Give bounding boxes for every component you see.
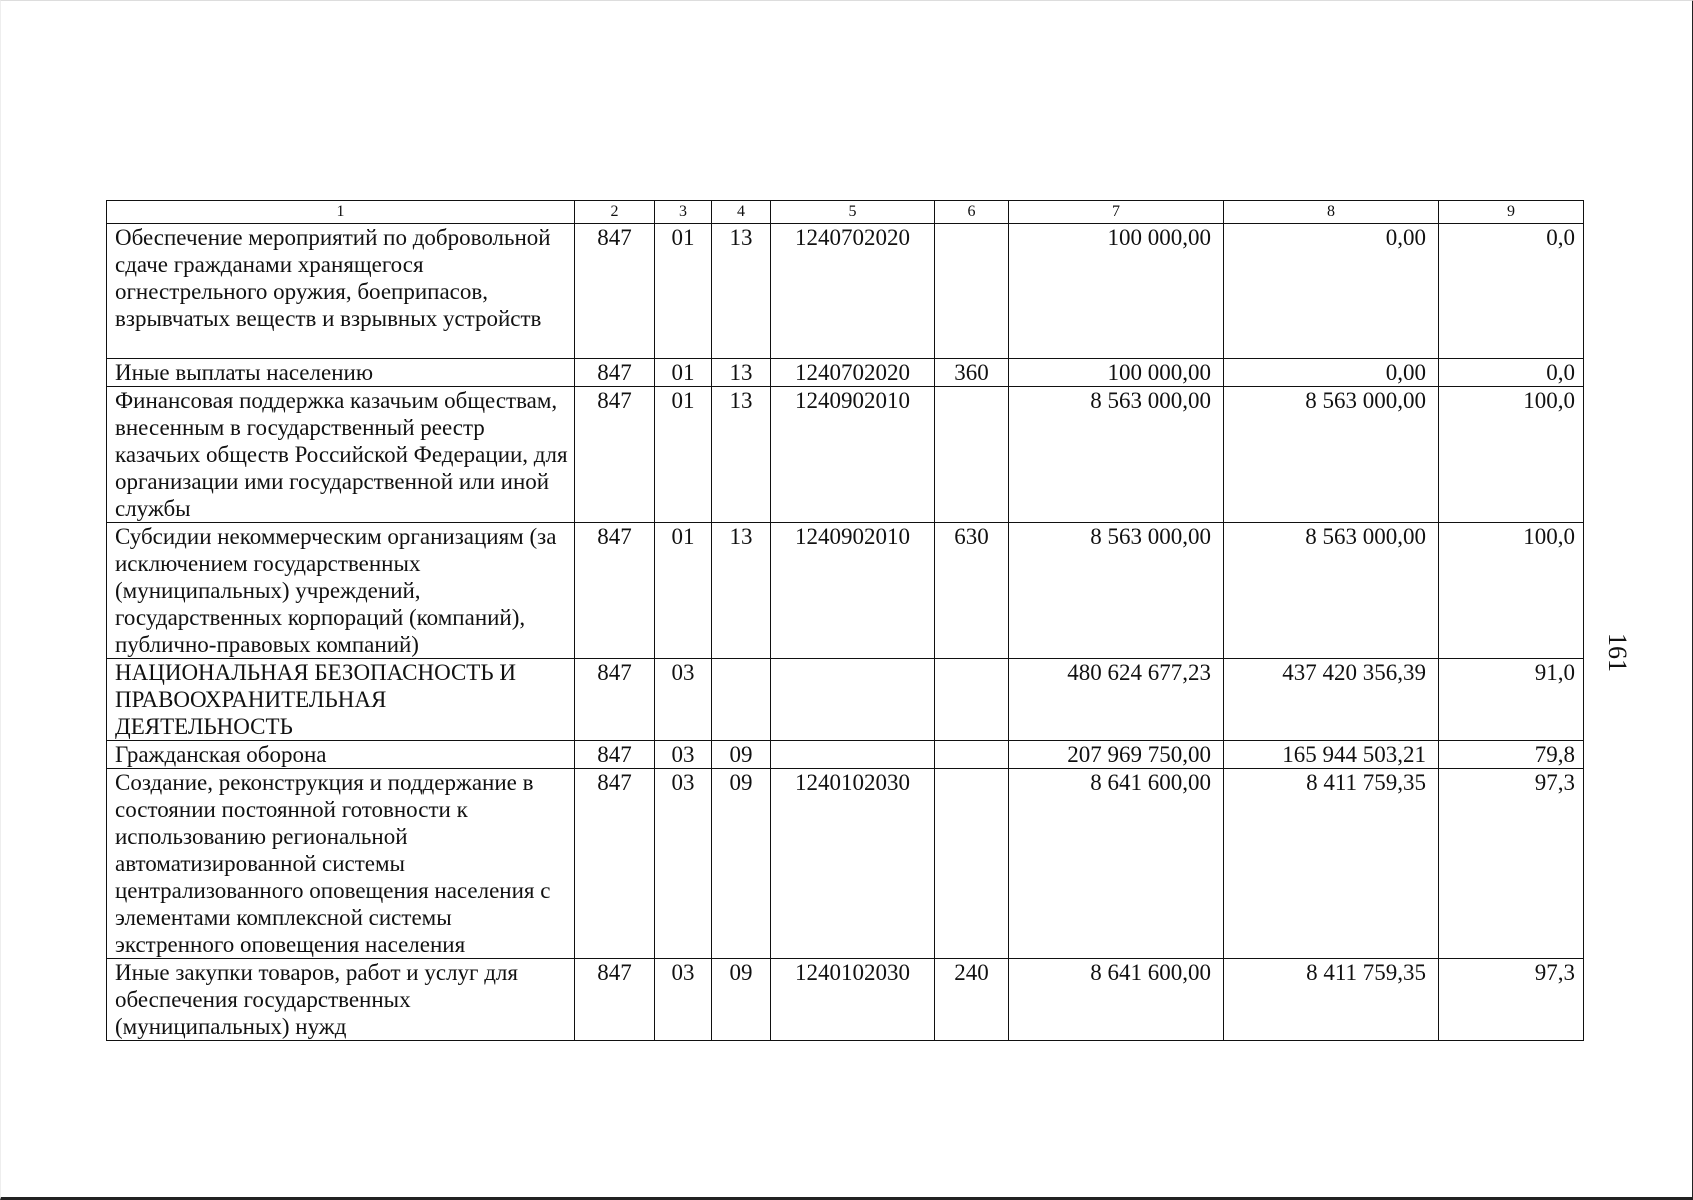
row-subsection-code: 13 bbox=[712, 224, 771, 359]
page-number: 161 bbox=[1603, 633, 1632, 672]
row-name: НАЦИОНАЛЬНАЯ БЕЗОПАСНОСТЬ И ПРАВООХРАНИТЕЛЬНАЯ ДЕЯТЕЛЬНОСТЬ bbox=[107, 659, 575, 741]
row-subsection-code: 09 bbox=[712, 769, 771, 959]
row-target-article: 1240102030 bbox=[771, 769, 935, 959]
column-number-row bbox=[107, 201, 1584, 224]
row-admin-code: 847 bbox=[575, 359, 655, 387]
row-admin-code: 847 bbox=[575, 741, 655, 769]
row-execution-percent: 91,0 bbox=[1439, 659, 1584, 741]
row-execution-percent: 0,0 bbox=[1439, 359, 1584, 387]
row-admin-code: 847 bbox=[575, 387, 655, 523]
row-name: Иные закупки товаров, работ и услуг для обеспечения государственных (муниципальных) нужд bbox=[107, 959, 575, 1041]
column-number: 4 bbox=[712, 201, 771, 224]
row-name: Создание, реконструкция и поддержание в состоянии постоянной готовности к использованию региональной автоматизированной системы централизованного оповещения населения с элементами комплексной системы экстренного оповещения населения bbox=[107, 769, 575, 959]
row-section-code: 03 bbox=[655, 659, 712, 741]
row-target-article: 1240902010 bbox=[771, 387, 935, 523]
column-number: 7 bbox=[1009, 201, 1224, 224]
row-name: Субсидии некоммерческим организациям (за исключением государственных (муниципальных) учреждений, государственных корпораций (компаний), публично-правовых компаний) bbox=[107, 523, 575, 659]
row-section-code: 01 bbox=[655, 359, 712, 387]
budget-table bbox=[106, 200, 1584, 1041]
row-subsection-code: 09 bbox=[712, 741, 771, 769]
row-expense-type bbox=[935, 224, 1009, 359]
row-target-article: 1240902010 bbox=[771, 523, 935, 659]
row-expense-type bbox=[935, 387, 1009, 523]
table-row bbox=[107, 959, 1584, 1041]
row-executed-amount: 0,00 bbox=[1224, 224, 1439, 359]
table-row bbox=[107, 224, 1584, 359]
row-expense-type bbox=[935, 741, 1009, 769]
row-subsection-code: 13 bbox=[712, 523, 771, 659]
row-section-code: 03 bbox=[655, 959, 712, 1041]
row-execution-percent: 97,3 bbox=[1439, 959, 1584, 1041]
table-row bbox=[107, 741, 1584, 769]
row-target-article bbox=[771, 659, 935, 741]
row-subsection-code: 13 bbox=[712, 359, 771, 387]
row-executed-amount: 8 563 000,00 bbox=[1224, 523, 1439, 659]
row-admin-code: 847 bbox=[575, 224, 655, 359]
table-row bbox=[107, 359, 1584, 387]
row-admin-code: 847 bbox=[575, 659, 655, 741]
row-executed-amount: 0,00 bbox=[1224, 359, 1439, 387]
column-number: 1 bbox=[107, 201, 575, 224]
row-admin-code: 847 bbox=[575, 769, 655, 959]
row-planned-amount: 480 624 677,23 bbox=[1009, 659, 1224, 741]
row-execution-percent: 79,8 bbox=[1439, 741, 1584, 769]
row-target-article: 1240702020 bbox=[771, 359, 935, 387]
row-planned-amount: 8 563 000,00 bbox=[1009, 387, 1224, 523]
table-row bbox=[107, 523, 1584, 659]
row-planned-amount: 8 641 600,00 bbox=[1009, 959, 1224, 1041]
row-executed-amount: 165 944 503,21 bbox=[1224, 741, 1439, 769]
table-row bbox=[107, 769, 1584, 959]
table-row bbox=[107, 659, 1584, 741]
row-admin-code: 847 bbox=[575, 959, 655, 1041]
row-planned-amount: 8 563 000,00 bbox=[1009, 523, 1224, 659]
row-executed-amount: 437 420 356,39 bbox=[1224, 659, 1439, 741]
row-subsection-code: 13 bbox=[712, 387, 771, 523]
row-executed-amount: 8 411 759,35 bbox=[1224, 769, 1439, 959]
column-number: 3 bbox=[655, 201, 712, 224]
row-target-article bbox=[771, 741, 935, 769]
row-target-article: 1240102030 bbox=[771, 959, 935, 1041]
row-name: Обеспечение мероприятий по добровольной сдаче гражданами хранящегося огнестрельного оружия, боеприпасов, взрывчатых веществ и взрывных устройств bbox=[107, 224, 575, 359]
table-body bbox=[107, 201, 1584, 1041]
column-number: 5 bbox=[771, 201, 935, 224]
row-expense-type bbox=[935, 659, 1009, 741]
row-name: Иные выплаты населению bbox=[107, 359, 575, 387]
row-section-code: 03 bbox=[655, 741, 712, 769]
row-expense-type: 360 bbox=[935, 359, 1009, 387]
column-number: 2 bbox=[575, 201, 655, 224]
row-executed-amount: 8 563 000,00 bbox=[1224, 387, 1439, 523]
column-number: 8 bbox=[1224, 201, 1439, 224]
row-subsection-code: 09 bbox=[712, 959, 771, 1041]
row-target-article: 1240702020 bbox=[771, 224, 935, 359]
row-section-code: 01 bbox=[655, 224, 712, 359]
row-section-code: 01 bbox=[655, 387, 712, 523]
row-executed-amount: 8 411 759,35 bbox=[1224, 959, 1439, 1041]
row-planned-amount: 100 000,00 bbox=[1009, 224, 1224, 359]
row-expense-type: 240 bbox=[935, 959, 1009, 1041]
row-section-code: 01 bbox=[655, 523, 712, 659]
row-name: Гражданская оборона bbox=[107, 741, 575, 769]
row-expense-type: 630 bbox=[935, 523, 1009, 659]
table-row bbox=[107, 387, 1584, 523]
column-number: 6 bbox=[935, 201, 1009, 224]
row-execution-percent: 0,0 bbox=[1439, 224, 1584, 359]
row-execution-percent: 100,0 bbox=[1439, 387, 1584, 523]
row-planned-amount: 207 969 750,00 bbox=[1009, 741, 1224, 769]
row-admin-code: 847 bbox=[575, 523, 655, 659]
row-expense-type bbox=[935, 769, 1009, 959]
row-name: Финансовая поддержка казачьим обществам, внесенным в государственный реестр казачьих обществ Российской Федерации, для организации ими государственной или иной службы bbox=[107, 387, 575, 523]
row-section-code: 03 bbox=[655, 769, 712, 959]
row-execution-percent: 97,3 bbox=[1439, 769, 1584, 959]
row-planned-amount: 8 641 600,00 bbox=[1009, 769, 1224, 959]
row-subsection-code bbox=[712, 659, 771, 741]
row-planned-amount: 100 000,00 bbox=[1009, 359, 1224, 387]
row-execution-percent: 100,0 bbox=[1439, 523, 1584, 659]
column-number: 9 bbox=[1439, 201, 1584, 224]
